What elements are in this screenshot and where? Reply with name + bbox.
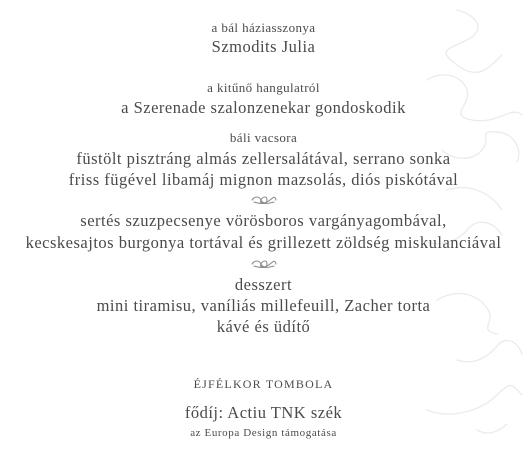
dinner-label: báli vacsora xyxy=(229,130,298,145)
dinner-course2-line2: kecskesajtos burgonya tortával és grillezett zöldség miskulanciával xyxy=(25,233,502,252)
tombola-title: ÉJFÉLKOR TOMBOLA xyxy=(193,377,334,391)
dinner-course1-line2: friss fügével libamáj mignon mazsolás, diós piskótával xyxy=(68,170,459,189)
scroll-ornament-icon xyxy=(250,259,278,269)
dinner-course1-line1: füstölt pisztráng almás zellersalátával, serrano sonka xyxy=(76,149,451,168)
hostess-name: Szmodits Julia xyxy=(211,37,316,56)
dessert-line1: mini tiramisu, vaníliás millefeuill, Zacher torta xyxy=(96,296,431,315)
dessert-line2: kávé és üdítő xyxy=(216,317,311,336)
tombola-prize: fődíj: Actiu TNK szék xyxy=(184,403,343,422)
dinner-course2-line1: sertés szuzpecsenye vörösboros vargányagombával, xyxy=(80,211,447,230)
tombola-sponsor: az Europa Design támogatása xyxy=(190,427,337,439)
scroll-ornament-icon xyxy=(250,195,278,205)
dessert-label: desszert xyxy=(234,275,293,294)
music-label: a kitűnő hangulatról xyxy=(207,80,320,95)
hostess-label: a bál háziasszonya xyxy=(211,20,316,35)
music-text: a Szerenade szalonzenekar gondoskodik xyxy=(121,98,406,117)
